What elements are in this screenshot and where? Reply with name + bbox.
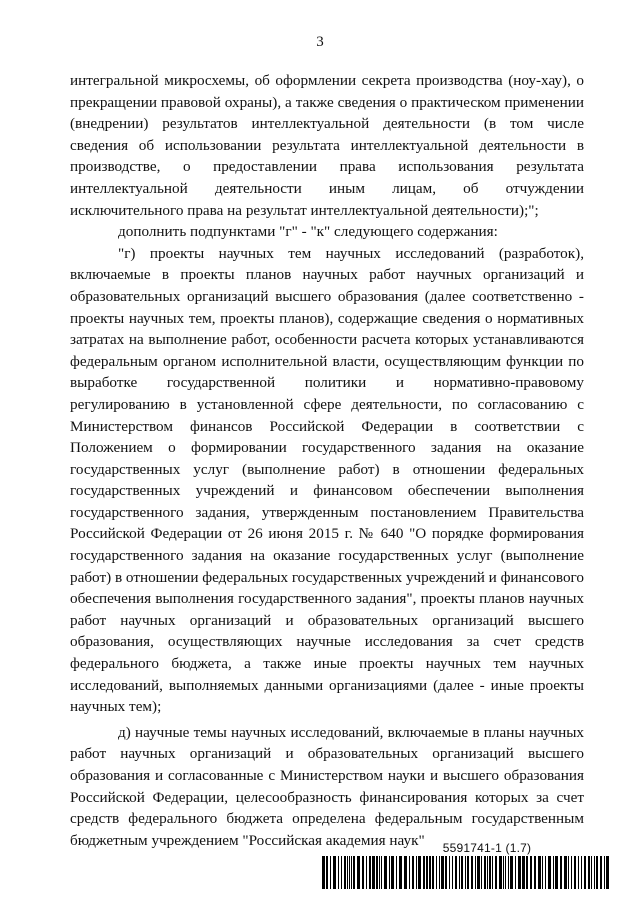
barcode-bar [596, 856, 598, 889]
barcode-bar [376, 856, 378, 889]
barcode-bar [399, 856, 402, 889]
barcode-bar [548, 856, 551, 889]
barcode-bar [362, 856, 364, 889]
barcode-bar [465, 856, 466, 889]
paragraph-subitem-g: "г) проекты научных тем научных исследований (разработок), включаемые в проекты планов научных работ научных организаций и образовательных организаций высшего образования (далее соответственно - проекты научных тем, проекты планов), содержащие сведения о нормативных затратах на выполнение работ, особенности расчета которых устанавливаются федеральным органом исполнительной власти, осуществляющим функции по выработке государственной политики и нормативно-правовому регулированию в установленной сфере деятельности, по согласованию с Министерством финансов Российской Федерации в соответствии с Положением о формировании государственного задания на оказание государственных услуг (выполнение работ) в отношении федеральных государственных учреждений и финансовом обеспечении выполнения государственного задания, утвержденным постановлением Правительства Российской Федерации от 26 июня 2015 г. № 640 "О порядке формирования государственного задания на оказание государственных услуг (выполнение работ) в отношении федеральных государственных учреждений и финансового обеспечения выполнения государственного задания", проекты планов научных работ научных организаций и образовательных организаций высшего образования, осуществляющих научные исследования за счет средств федерального бюджета, а также иные проекты научных тем научных исследований, выполняемых данными организациями (далее - иные проекты научных тем); [70, 244, 584, 716]
barcode-bar [584, 856, 586, 889]
barcode-bar [522, 856, 525, 889]
barcode-bar [574, 856, 576, 889]
barcode-bar [555, 856, 558, 889]
barcode-bar [326, 856, 328, 889]
barcode-bar [418, 856, 421, 889]
paragraph-amendment-intro: дополнить подпунктами "г" - "к" следующего содержания: [118, 223, 498, 241]
barcode-bar [489, 856, 491, 889]
barcode-bar [445, 856, 447, 889]
barcode-bar [338, 856, 339, 889]
barcode-bar [449, 856, 450, 889]
barcode-bar [452, 856, 453, 889]
barcode-bar [391, 856, 394, 889]
barcode-bar [322, 856, 325, 889]
barcode-bar [467, 856, 469, 889]
barcode-bar [439, 856, 440, 889]
page-number: 3 [316, 34, 324, 50]
barcode-bar [381, 856, 382, 889]
barcode-bar [581, 856, 582, 889]
barcode-bar [495, 856, 497, 889]
barcode-bar [459, 856, 460, 889]
barcode-bar [432, 856, 434, 889]
barcode-bar [372, 856, 375, 889]
barcode-bar [503, 856, 504, 889]
paragraph-continuation: интегральной микросхемы, об оформлении секрета производства (ноу-хау), о прекращении правовой охраны), а также сведения о практическом применении (внедрении) результатов интеллектуальной деятельности (в том числе сведения об использовании результата интеллектуальной деятельности в производстве, о предоставлении права использования результата интеллектуальной деятельности иным лицам, об отчуждении исключительного права на результат интеллектуальной деятельности);"; [70, 72, 584, 219]
barcode-bar [477, 856, 480, 889]
barcode-bar [571, 856, 572, 889]
barcode-bar [542, 856, 543, 889]
barcode-bar [366, 856, 367, 889]
barcode-bar [341, 856, 342, 889]
barcode-bar [441, 856, 444, 889]
barcode-bar [487, 856, 488, 889]
barcode-bar [564, 856, 567, 889]
barcode-bar [594, 856, 595, 889]
barcode-bar [492, 856, 493, 889]
barcode-bar [538, 856, 541, 889]
barcode-bar [436, 856, 437, 889]
barcode-bar [404, 856, 407, 889]
barcode-bar [461, 856, 463, 889]
barcode-bar [526, 856, 528, 889]
document-code: 5591741-1 (1.7) [442, 841, 532, 855]
barcode-bar [508, 856, 509, 889]
barcode-bar [471, 856, 473, 889]
barcode [322, 856, 612, 889]
barcode-bar [412, 856, 414, 889]
barcode-bar [545, 856, 546, 889]
barcode-bar [357, 856, 360, 889]
paragraph-subitem-d: д) научные темы научных исследований, включаемые в планы научных работ научных организаций и образовательных организаций высшего образования и согласованные с Министерством науки и высшего образования Российской Федерации, целесообразность финансирования которых за счет средств федерального бюджета определена федеральным государственным бюджетным учреждением "Российская академия наук" [70, 723, 584, 849]
barcode-bar [384, 856, 387, 889]
barcode-bar [606, 856, 609, 889]
barcode-bar [510, 856, 513, 889]
barcode-bar [604, 856, 605, 889]
barcode-bar [349, 856, 350, 889]
barcode-bar [560, 856, 562, 889]
barcode-bar [409, 856, 410, 889]
barcode-bar [534, 856, 536, 889]
barcode-bar [518, 856, 521, 889]
barcode-bar [389, 856, 390, 889]
barcode-bar [396, 856, 397, 889]
barcode-bar [347, 856, 348, 889]
barcode-bar [588, 856, 590, 889]
barcode-bar [379, 856, 380, 889]
barcode-bar [484, 856, 486, 889]
barcode-bar [333, 856, 336, 889]
barcode-bar [369, 856, 371, 889]
barcode-bar [505, 856, 506, 889]
barcode-bar [416, 856, 417, 889]
barcode-bar [351, 856, 352, 889]
barcode-bar [455, 856, 457, 889]
barcode-bar [344, 856, 346, 889]
barcode-bar [475, 856, 476, 889]
barcode-bar [499, 856, 502, 889]
barcode-bar [515, 856, 516, 889]
barcode-bar [600, 856, 602, 889]
barcode-bar [578, 856, 579, 889]
barcode-bar [530, 856, 532, 889]
barcode-bar [426, 856, 428, 889]
barcode-bar [591, 856, 592, 889]
barcode-bar [423, 856, 425, 889]
document-body [70, 70, 584, 851]
barcode-bar [353, 856, 355, 889]
barcode-bar [330, 856, 331, 889]
barcode-bar [429, 856, 431, 889]
barcode-bar [553, 856, 554, 889]
barcode-bar [568, 856, 569, 889]
barcode-bar [481, 856, 482, 889]
